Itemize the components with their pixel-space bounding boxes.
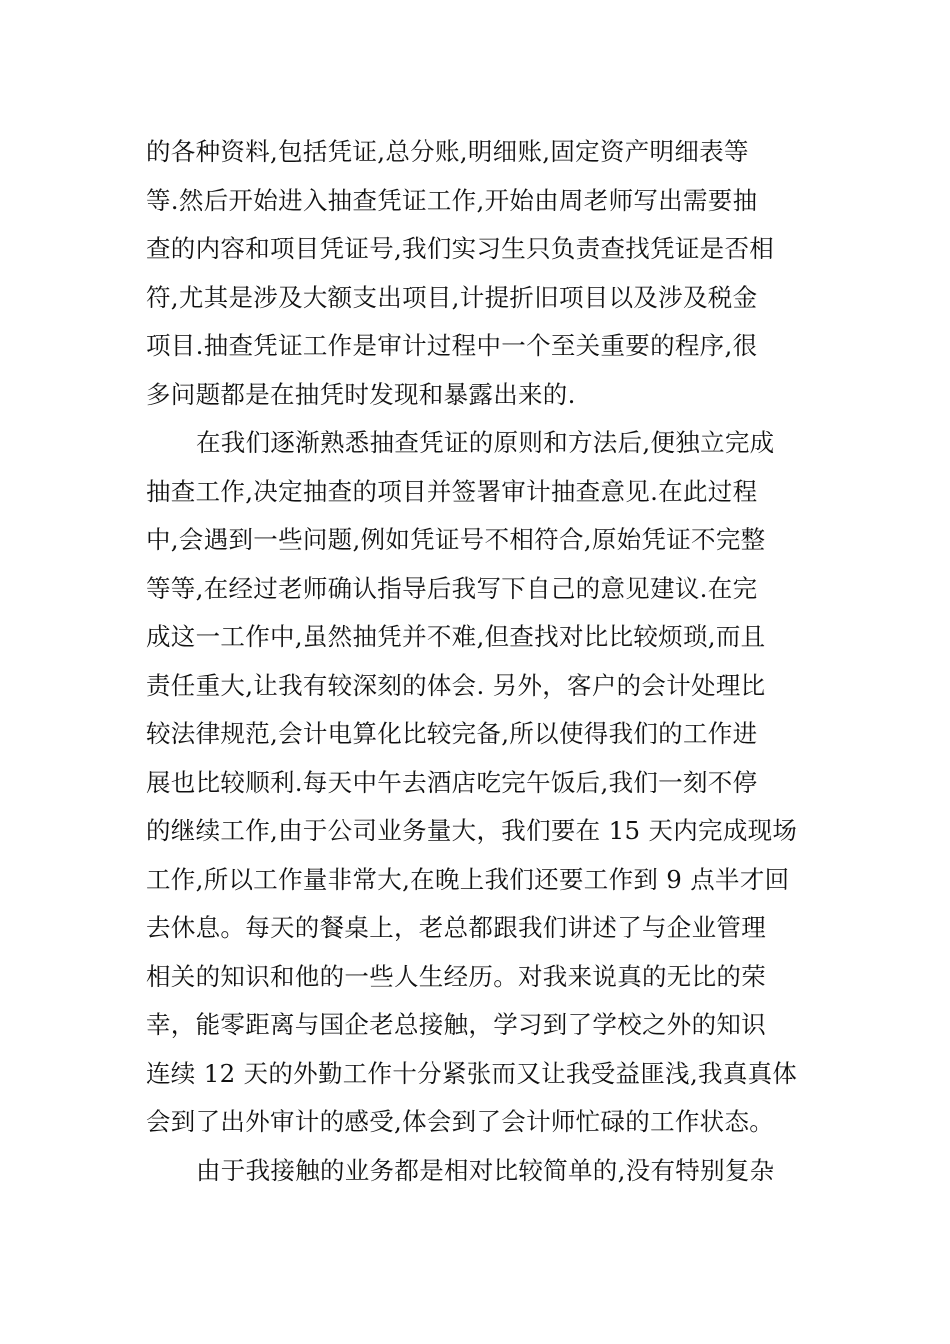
paragraph-2-line-1: 在我们逐渐熟悉抽查凭证的原则和方法后,便独立完成 xyxy=(196,428,775,457)
paragraph-2-line-15: 会到了出外审计的感受,体会到了会计师忙碌的工作状态。 xyxy=(146,1107,775,1136)
paragraph-1-line-6: 多问题都是在抽凭时发现和暴露出来的. xyxy=(146,379,576,409)
paragraph-2-line-6: 责任重大,让我有较深刻的体会. 另外，客户的会计处理比 xyxy=(146,670,766,700)
paragraph-2-line-3: 中,会遇到一些问题,例如凭证号不相符合,原始凭证不完整 xyxy=(146,525,766,554)
paragraph-1-line-1: 的各种资料,包括凭证,总分账,明细账,固定资产明细表等 xyxy=(146,137,749,166)
paragraph-2-line-11: 去休息。每天的餐桌上，老总都跟我们讲述了与企业管理 xyxy=(146,913,766,942)
paragraph-2-line-8: 展也比较顺利.每天中午去酒店吃完午饭后,我们一刻不停 xyxy=(146,767,758,797)
paragraph-2-line-14: 连续 12 天的外勤工作十分紧张而又让我受益匪浅,我真真体 xyxy=(146,1058,798,1088)
paragraph-1-line-3: 查的内容和项目凭证号,我们实习生只负责查找凭证是否相 xyxy=(146,234,775,263)
paragraph-3-line-1: 由于我接触的业务都是相对比较简单的,没有特别复杂 xyxy=(196,1155,775,1185)
paragraph-2-line-4: 等等,在经过老师确认指导后我写下自己的意见建议.在完 xyxy=(146,573,758,603)
paragraph-2-line-13: 幸，能零距离与国企老总接触，学习到了学校之外的知识 xyxy=(146,1010,766,1039)
paragraph-2-line-10: 工作,所以工作量非常大,在晚上我们还要工作到 9 点半才回 xyxy=(146,864,790,894)
paragraph-2-line-7: 较法律规范,会计电算化比较完备,所以使得我们的工作进 xyxy=(146,719,758,748)
paragraph-2-line-5: 成这一工作中,虽然抽凭并不难,但查找对比比较烦琐,而且 xyxy=(146,622,766,651)
paragraph-2-line-12: 相关的知识和他的一些人生经历。对我来说真的无比的荣 xyxy=(146,961,766,991)
paragraph-1-line-4: 符,尤其是涉及大额支出项目,计提折旧项目以及涉及税金 xyxy=(146,282,758,312)
paragraph-2-line-2: 抽查工作,决定抽查的项目并签署审计抽查意见.在此过程 xyxy=(146,476,758,506)
paragraph-2-line-9: 的继续工作,由于公司业务量大，我们要在 15 天内完成现场 xyxy=(146,816,798,845)
paragraph-1-line-2: 等.然后开始进入抽查凭证工作,开始由周老师写出需要抽 xyxy=(146,185,758,215)
paragraph-1-line-5: 项目.抽查凭证工作是审计过程中一个至关重要的程序,很 xyxy=(146,331,758,360)
body-text xyxy=(146,128,806,1195)
